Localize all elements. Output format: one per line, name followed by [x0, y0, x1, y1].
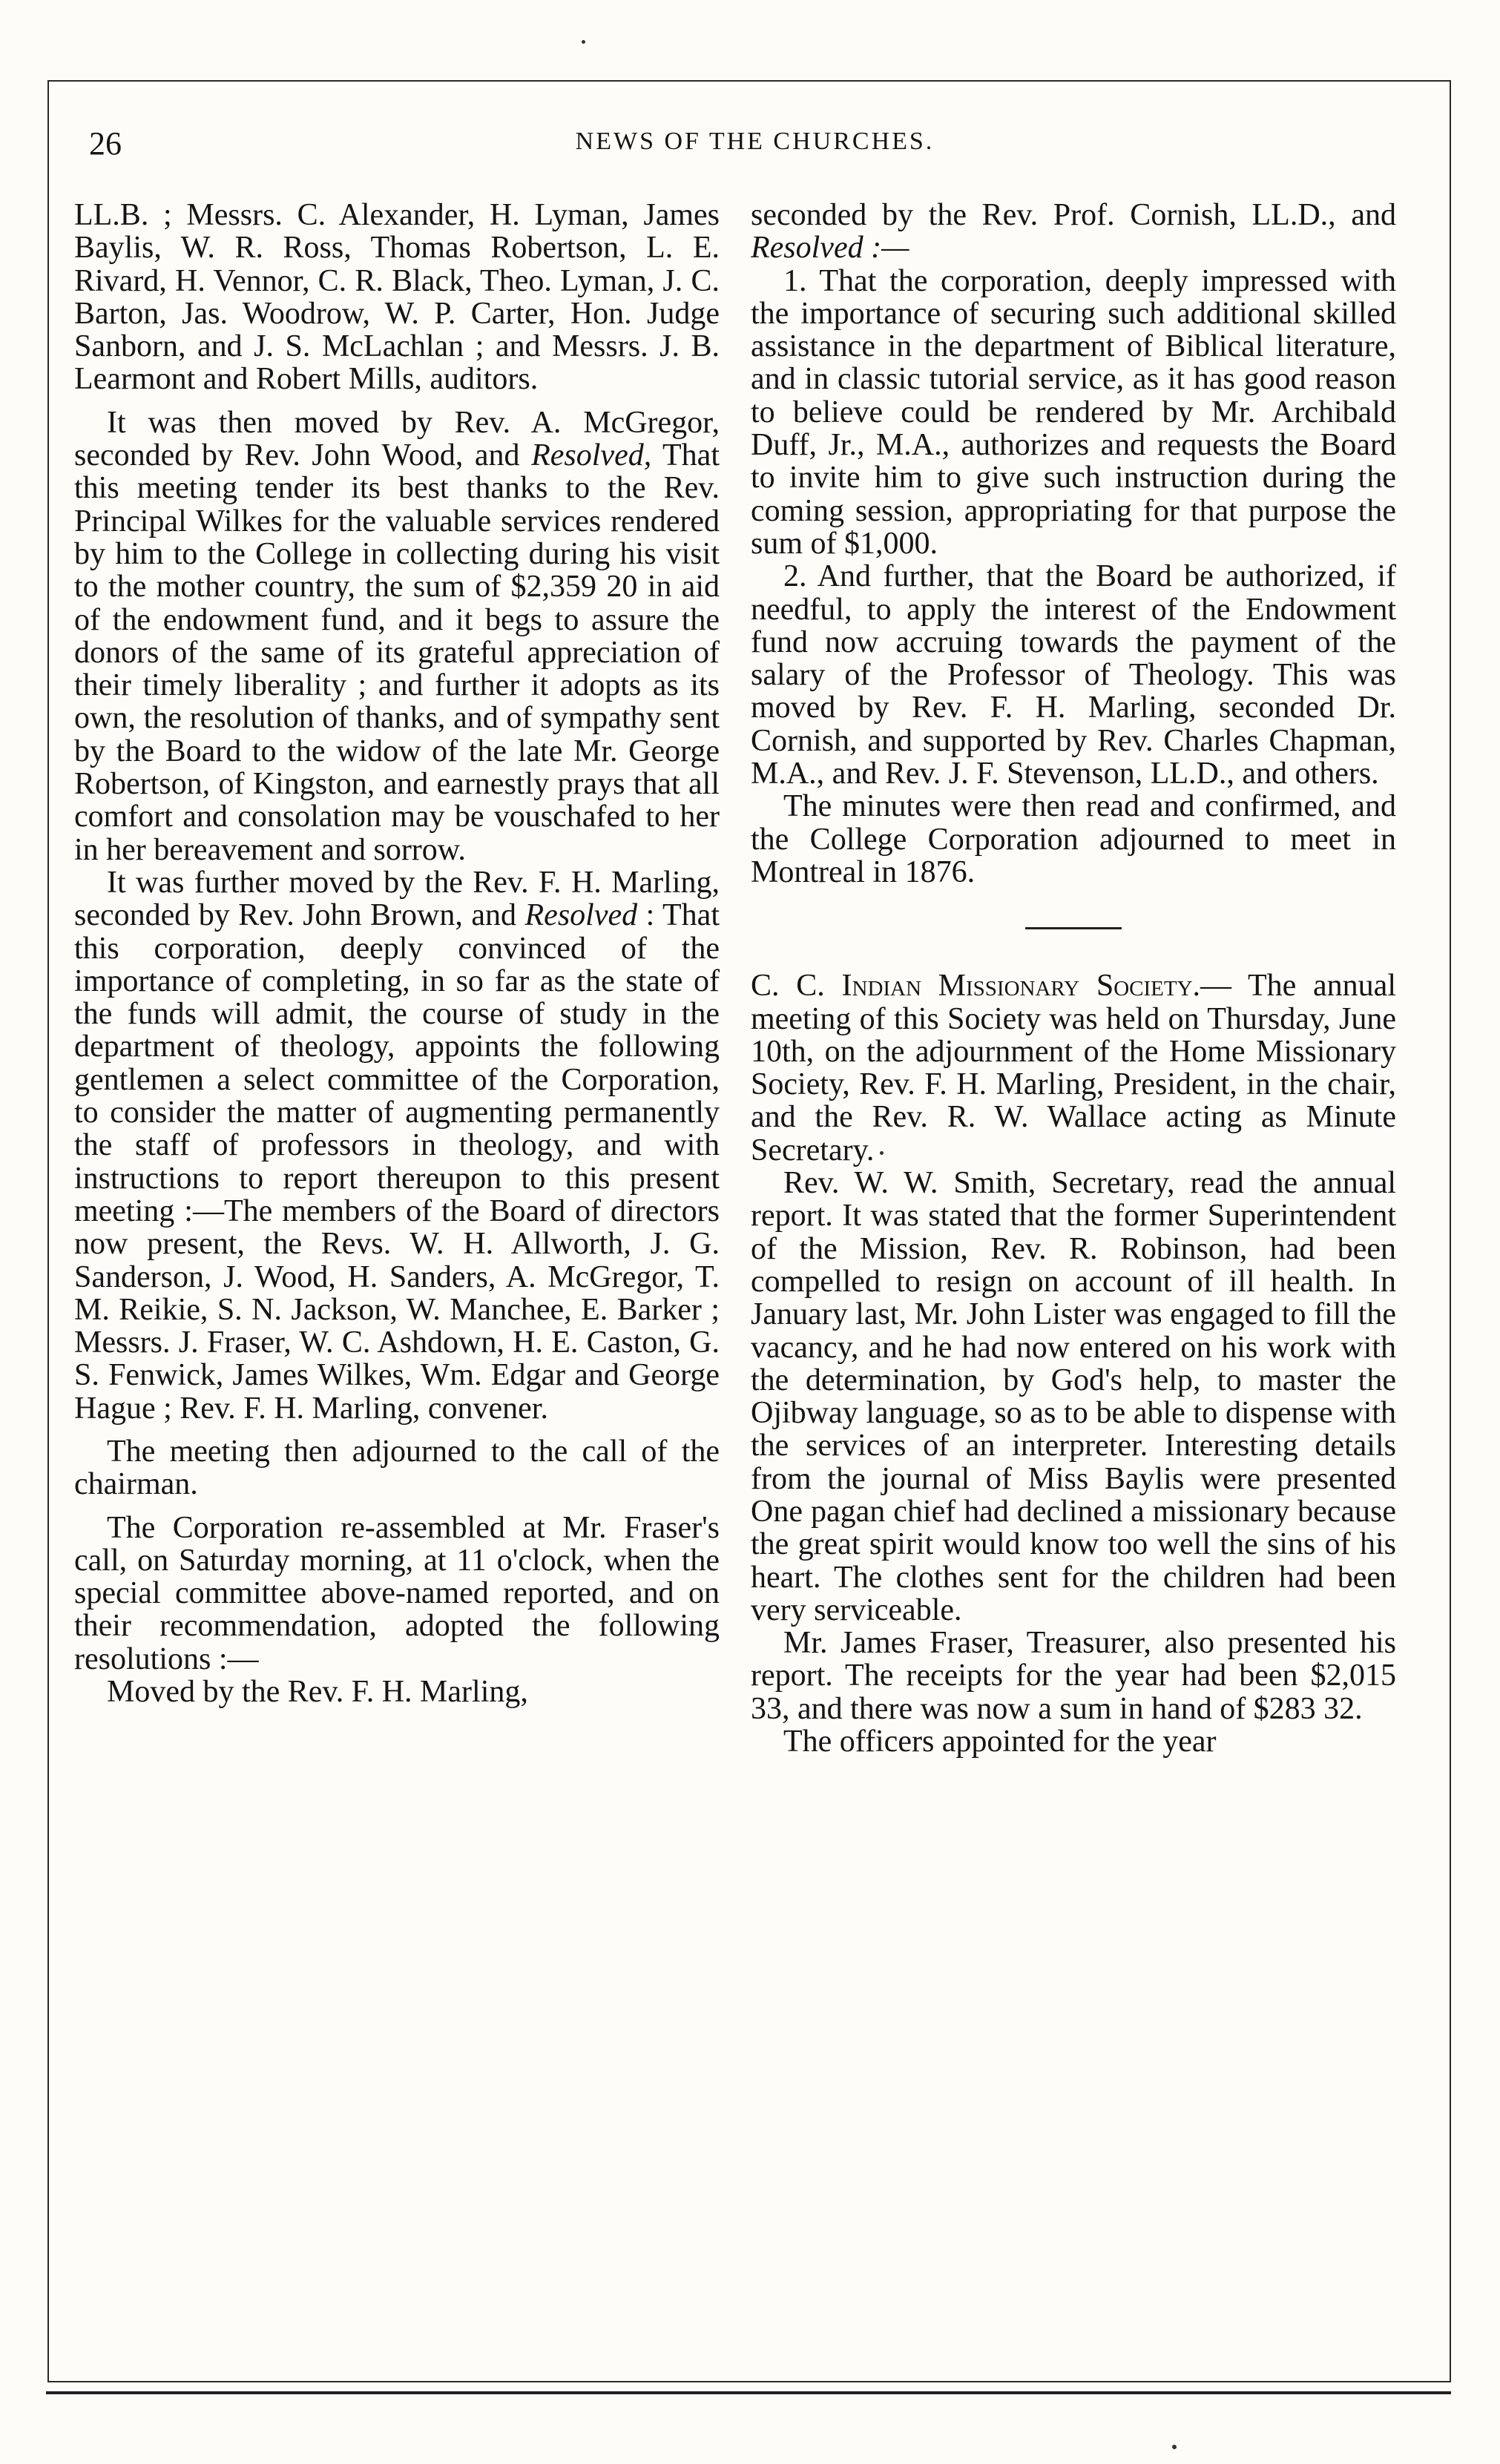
speck-mark: [582, 40, 585, 44]
paragraph: seconded by the Rev. Prof. Cornish, LL.D., and Resolved :—: [751, 198, 1396, 266]
paragraph: The minutes were then read and confirmed, and the College Corporation adjourned to meet in Montreal in 1876.: [751, 789, 1396, 889]
paragraph: The officers appointed for the year: [783, 1725, 1217, 1759]
section-divider: [1025, 927, 1122, 929]
paragraph: Rev. W. W. Smith, Secretary, read the annual report. It was stated that the former Superintendent of the Mission, Rev. R. Robinson, had been compelled to resign on account of ill health. In January last, Mr. John Lister was engaged to fill the vacancy, and he had now entered on his work with the determination, by God's help, to master the Ojibway language, so as to be able to dispense with the services of an interpreter. Interesting details from the journal of Miss Baylis were presented One pagan chief had declined a missionary because the great spirit would know too well the sins of his heart. The clothes sent for the children had been very serviceable.: [751, 1166, 1396, 1627]
paragraph: Moved by the Rev. F. H. Marling,: [107, 1675, 528, 1710]
paragraph: 2. And further, that the Board be authorized, if needful, to apply the interest of the Endowment fund now accruing towards the payment of the salary of the Professor of Theology. This was moved by Rev. F. H. Marling, seconded Dr. Cornish, and supported by Rev. Charles Chapman, M.A., and Rev. J. F. Stevenson, LL.D., and others.: [751, 559, 1396, 791]
paragraph: 1. That the corporation, deeply impressed with the importance of securing such additional skilled assistance in the department of Biblical literature, and in classic tutorial service, as it has good reason to believe could be rendered by Mr. Archibald Duff, Jr., M.A., authorizes and requests the Board to invite him to give such instruction during the coming session, appropriating for that purpose the sum of $1,000.: [751, 263, 1396, 561]
paragraph: It was further moved by the Rev. F. H. Marling, seconded by Rev. John Brown, and Resolved : That this corporation, deeply convinced of the importance of completing, in so far as the state of the funds will admit, the course of study in the department of theology, appoints the following gentlemen a select committee of the Corporation, to consider the matter of augmenting permanently the staff of professors in theology, and with instructions to report thereupon to this present meeting :—The members of the Board of directors now present, the Revs. W. H. Allworth, J. G. Sanderson, J. Wood, H. Sanders, A. McGregor, T. M. Reikie, S. N. Jackson, W. Manchee, E. Barker ; Messrs. J. Fraser, W. C. Ashdown, H. E. Caston, G. S. Fenwick, James Wilkes, Wm. Edgar and George Hague ; Rev. F. H. Marling, convener.: [74, 865, 720, 1426]
paragraph: The meeting then adjourned to the call of the chairman.: [74, 1434, 720, 1502]
section-title: C. C. Indian Missionary Society.—: [751, 969, 1232, 1004]
page-header: [89, 125, 1421, 169]
paragraph: Mr. James Fraser, Treasurer, also presented his report. The receipts for the year had been $2,015 33, and there was now a sum in hand of $283 32.: [751, 1626, 1396, 1726]
page-number: 26: [89, 125, 122, 162]
right-column: [751, 199, 1396, 1758]
speck-mark: [880, 1151, 884, 1155]
left-column: [74, 199, 720, 1708]
running-title: NEWS OF THE CHURCHES.: [575, 128, 935, 155]
speck-mark: [1172, 2445, 1177, 2449]
bottom-rule: [46, 2391, 1451, 2394]
paragraph: It was then moved by Rev. A. McGregor, seconded by Rev. John Wood, and Resolved, That this meeting tender its best thanks to the Rev. Principal Wilkes for the valuable services rendered by him to the College in collecting during his visit to the mother country, the sum of $2,359 20 in aid of the endowment fund, and it begs to assure the donors of the same of its grateful appreciation of their timely liberality ; and further it adopts as its own, the resolution of thanks, and of sympathy sent by the Board to the widow of the late Mr. George Robertson, of Kingston, and earnestly prays that all comfort and consolation may be vouschafed to her in her bereavement and sorrow.: [74, 405, 720, 867]
paragraph: LL.B. ; Messrs. C. Alexander, H. Lyman, James Baylis, W. R. Ross, Thomas Robertson, L. E. Rivard, H. Vennor, C. R. Black, Theo. Lyman, J. C. Barton, Jas. Woodrow, W. P. Carter, Hon. Judge Sanborn, and J. S. McLachlan ; and Messrs. J. B. Learmont and Robert Mills, auditors.: [74, 198, 720, 397]
paragraph: C. C. Indian Missionary Society.— The annual meeting of this Society was held on Thursday, June 10th, on the adjournment of the Home Missionary Society, Rev. F. H. Marling, President, in the chair, and the Rev. R. W. Wallace acting as Minute Secretary.: [751, 969, 1396, 1167]
paragraph: The Corporation re-assembled at Mr. Fraser's call, on Saturday morning, at 11 o'clock, when the special committee above-named reported, and on their recommendation, adopted the following resolutions :—: [74, 1510, 720, 1676]
